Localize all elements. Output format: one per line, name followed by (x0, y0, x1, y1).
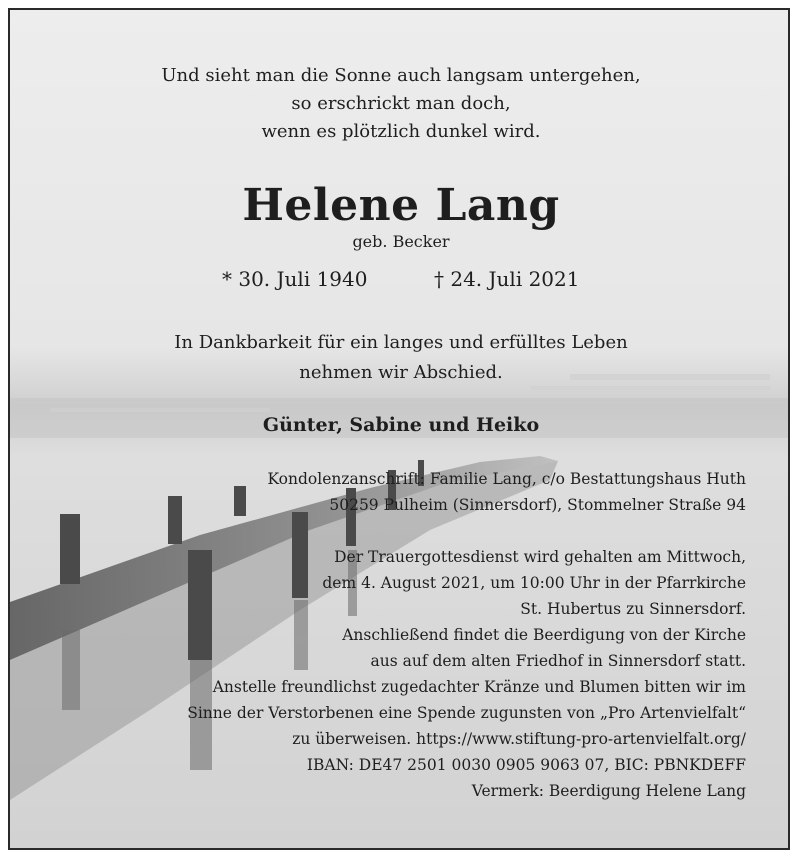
notice-text (10, 10, 790, 850)
deceased-name: Helene Lang (242, 180, 560, 231)
gratitude-line: In Dankbarkeit für ein langes und erfülltes Leben (174, 332, 628, 353)
poem-line: wenn es plötzlich dunkel wird. (261, 121, 541, 142)
service-line: Sinne der Verstorbenen eine Spende zugunsten von „Pro Artenvielfalt“ (187, 704, 746, 722)
service-line: dem 4. August 2021, um 10:00 Uhr in der Pfarrkirche (322, 574, 746, 592)
gratitude-line: nehmen wir Abschied. (299, 362, 503, 383)
address-line: 50259 Pulheim (Sinnersdorf), Stommelner Straße 94 (329, 496, 746, 514)
mourners: Günter, Sabine und Heiko (262, 414, 540, 436)
gratitude-text (10, 328, 790, 388)
maiden-name: geb. Becker (352, 232, 450, 251)
poem (10, 62, 790, 146)
death-date: † 24. Juli 2021 (434, 267, 580, 291)
service-line: Anstelle freundlichst zugedachter Kränze und Blumen bitten wir im (212, 678, 746, 696)
condolence-address (268, 466, 747, 518)
service-line: aus auf dem alten Friedhof in Sinnersdorf statt. (370, 652, 746, 670)
donation-url[interactable]: zu überweisen. https://www.stiftung-pro-artenvielfalt.org/ (292, 730, 746, 748)
birth-date: * 30. Juli 1940 (222, 267, 368, 291)
poem-line: so erschrickt man doch, (291, 93, 511, 114)
payment-reference: Vermerk: Beerdigung Helene Lang (471, 782, 746, 800)
bank-details: IBAN: DE47 2501 0030 0905 9063 07, BIC: PBNKDEFF (306, 756, 746, 774)
obituary-notice (8, 8, 790, 850)
service-line: St. Hubertus zu Sinnersdorf. (520, 600, 746, 618)
service-details (187, 544, 746, 804)
service-line: Der Trauergottesdienst wird gehalten am Mittwoch, (334, 548, 746, 566)
poem-line: Und sieht man die Sonne auch langsam untergehen, (161, 65, 641, 86)
service-line: Anschließend findet die Beerdigung von der Kirche (342, 626, 746, 644)
address-line: Kondolenzanschrift: Familie Lang, c/o Bestattungshaus Huth (267, 470, 746, 488)
